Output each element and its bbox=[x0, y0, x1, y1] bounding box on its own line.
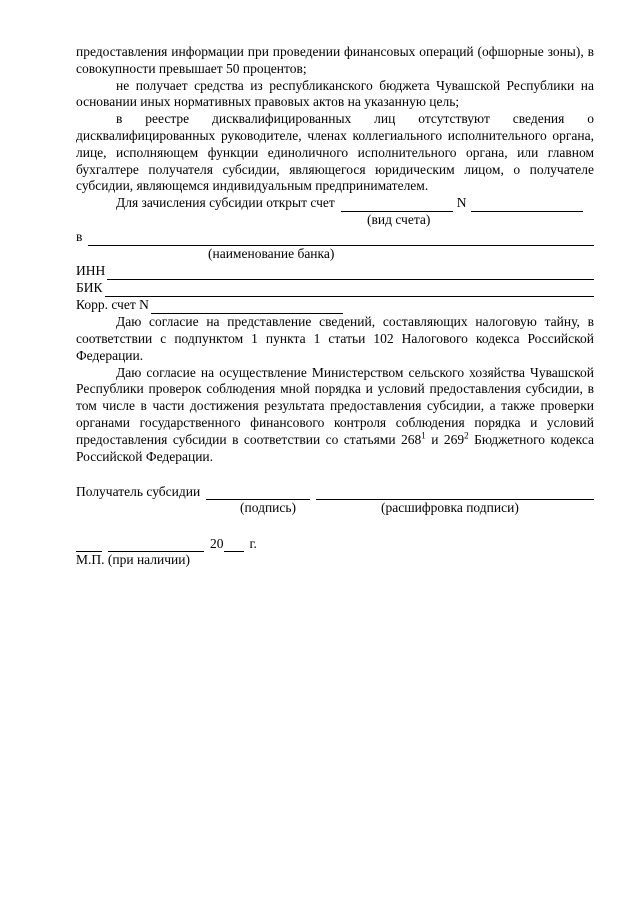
bank-name-field[interactable] bbox=[88, 232, 594, 246]
offshore-paragraph: предоставления информации при проведении финансовых операций (офшорные зоны), в совокупности превышает 50 процентов; bbox=[76, 44, 594, 76]
account-type-caption-row bbox=[76, 212, 594, 229]
year-prefix: 20 bbox=[210, 535, 224, 551]
date-row bbox=[76, 535, 594, 552]
signature-caption: (подпись) bbox=[240, 500, 297, 516]
article-conjunction: и bbox=[425, 431, 444, 447]
account-intro-label: Для зачисления субсидии открыт счет bbox=[116, 195, 335, 211]
recipient-signature-row bbox=[76, 483, 594, 500]
account-number-field[interactable] bbox=[471, 198, 583, 212]
article-269-number: 269 bbox=[443, 431, 465, 447]
year-suffix: г. bbox=[249, 535, 257, 551]
signature-decode-field[interactable] bbox=[316, 486, 594, 500]
article-268-superscript: 1 bbox=[421, 430, 426, 441]
date-year-field[interactable] bbox=[224, 538, 244, 552]
bank-name-caption: (наименование банка) bbox=[208, 246, 335, 262]
tax-secret-consent: Даю согласие на представление сведений, составляющих налоговую тайну, в соответствии с подпунктом 1 пункта 1 статьи 102 Налогового кодекса Российской Федерации. bbox=[76, 314, 594, 363]
account-number-label: N bbox=[456, 195, 467, 211]
article-269-superscript: 2 bbox=[464, 430, 469, 441]
date-day-field[interactable] bbox=[76, 538, 102, 552]
bik-row bbox=[76, 280, 594, 297]
inn-label: ИНН bbox=[76, 263, 106, 279]
account-type-field[interactable] bbox=[341, 198, 453, 212]
stamp-label: М.П. (при наличии) bbox=[76, 552, 190, 568]
control-consent bbox=[76, 365, 594, 466]
bik-field[interactable] bbox=[105, 283, 594, 297]
signature-caption-row bbox=[76, 500, 594, 517]
signature-decode-caption: (расшифровка подписи) bbox=[381, 500, 519, 516]
bank-caption-row bbox=[76, 246, 594, 263]
signature-field[interactable] bbox=[206, 486, 310, 500]
corr-account-label: Корр. счет N bbox=[76, 297, 149, 313]
corr-account-field[interactable] bbox=[151, 300, 343, 314]
account-row bbox=[76, 195, 594, 212]
spacer bbox=[76, 465, 594, 483]
control-consent-text: Даю согласие на осуществление Министерством сельского хозяйства Чувашской Республики проверок соблюдения мной порядка и условий предоставления субсидии, в том числе в части достижения результата предоставления субсидии, а также проверки органами государственного финансового контроля соблюдения порядка и условий предоставления субсидии в соответствии со статьями bbox=[76, 364, 594, 447]
corr-account-row bbox=[76, 297, 594, 314]
bank-in-label: в bbox=[76, 229, 83, 245]
bik-label: БИК bbox=[76, 280, 103, 296]
disqualified-registry-paragraph: в реестре дисквалифицированных лиц отсутствуют сведения о дисквалифицированных руководителе, членах коллегиального исполнительного органа, лице, исполняющем функции единоличного исполнительного органа, или главном бухгалтере получателя субсидии, являющегося юридическим лицом, о получателе субсидии, являющемся индивидуальным предпринимателем. bbox=[76, 111, 594, 194]
date-month-field[interactable] bbox=[108, 538, 204, 552]
spacer bbox=[76, 517, 594, 535]
document-content bbox=[76, 44, 594, 569]
no-other-funds-paragraph: не получает средства из республиканского бюджета Чувашской Республики на основании иных нормативных правовых актов на указанную цель; bbox=[76, 77, 594, 110]
article-268-number: 268 bbox=[401, 431, 422, 447]
control-consent-tail: Бюджетного кодекса Российской Федерации. bbox=[76, 431, 594, 464]
account-type-caption: (вид счета) bbox=[367, 212, 431, 228]
bank-row bbox=[76, 229, 594, 246]
inn-field[interactable] bbox=[107, 266, 594, 280]
recipient-label: Получатель субсидии bbox=[76, 483, 201, 499]
inn-row bbox=[76, 263, 594, 280]
